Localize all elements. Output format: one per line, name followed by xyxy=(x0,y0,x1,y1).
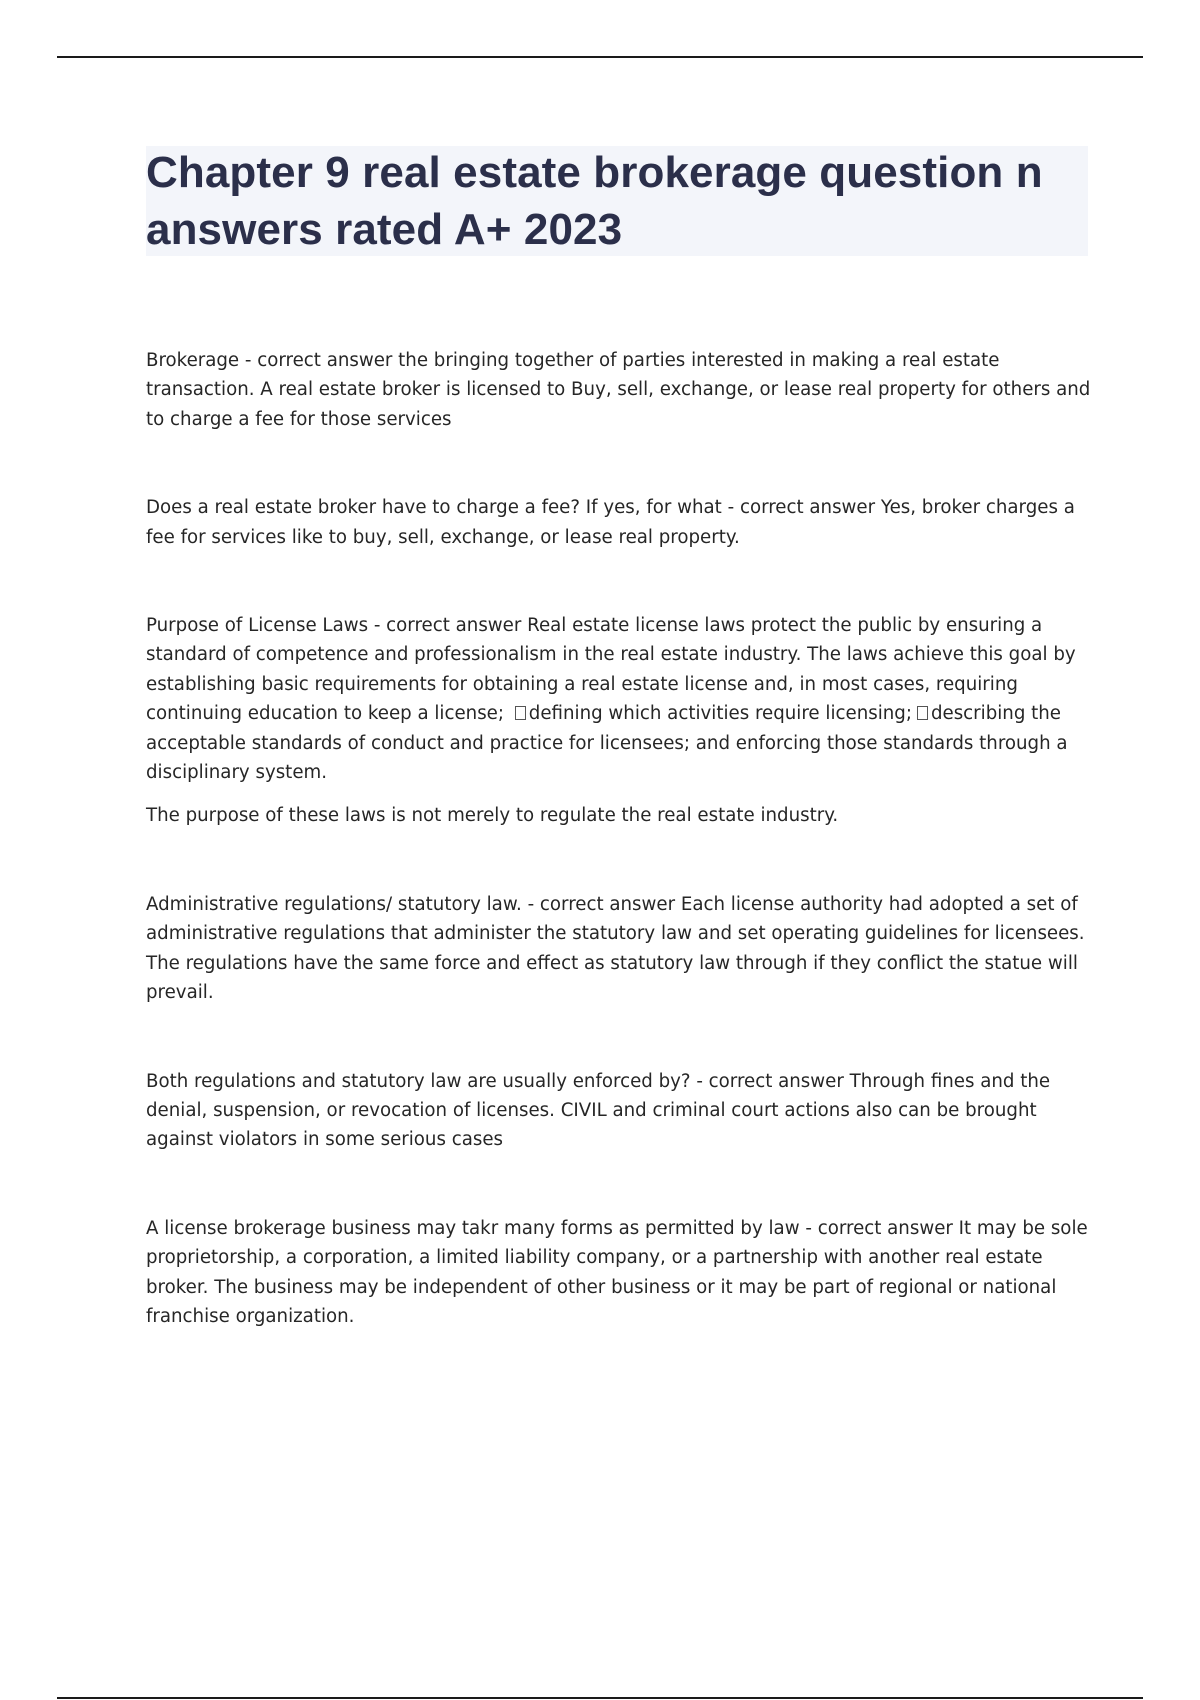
top-rule xyxy=(57,56,1143,58)
license-laws-text-1: Purpose of License Laws - correct answer Real estate license laws protect the public by ensuring a standard of competence and professionalism in the real estate industry. The laws achieve this goal by establishing basic requirements for obtaining a real estate license and, in most cases, requiring continuing education to keep a license; xyxy=(146,615,1076,725)
document-body xyxy=(146,346,1094,1390)
qa-entry-license-laws-followup: The purpose of these laws is not merely to regulate the real estate industry. xyxy=(146,805,839,827)
qa-entry-business-forms: A license brokerage business may takr many forms as permitted by law - correct answer It may be sole proprietorship, a corporation, a limited liability company, or a partnership with another real estate broker. The business may be independent of other business or it may be part of regional or national franchise organization. xyxy=(146,1217,1088,1327)
qa-entry-regulations: Administrative regulations/ statutory law. - correct answer Each license authority had adopted a set of administrative regulations that administer the statutory law and set operating guidelines for licensees. The regulations have the same force and effect as statutory law through if they conflict the statue will prevail. xyxy=(146,893,1085,1004)
license-laws-text-2: defining which activities require licensing; xyxy=(528,703,912,725)
qa-entry-brokerage: Brokerage - correct answer the bringing together of parties interested in making a real estate transaction. A real estate broker is licensed to Buy, sell, exchange, or lease real property for others and to charge a fee for those services xyxy=(146,350,1091,430)
qa-entry-license-laws xyxy=(146,611,1094,787)
bullet-box-icon xyxy=(515,706,526,720)
license-laws-text-3: describing the acceptable standards of conduct and practice for licensees; and enforcing those standards through a disciplinary system. xyxy=(146,703,1068,784)
bottom-rule xyxy=(57,1697,1143,1699)
bullet-box-icon xyxy=(917,706,928,720)
qa-entry-broker-fee: Does a real estate broker have to charge a fee? If yes, for what - correct answer Yes, broker charges a fee for services like to buy, sell, exchange, or lease real property. xyxy=(146,497,1075,548)
qa-entry-enforcement: Both regulations and statutory law are usually enforced by? - correct answer Through fines and the denial, suspension, or revocation of licenses. CIVIL and criminal court actions also can be brought against violators in some serious cases xyxy=(146,1070,1051,1151)
page-title: Chapter 9 real estate brokerage question n answers rated A+ 2023 xyxy=(146,148,1043,254)
